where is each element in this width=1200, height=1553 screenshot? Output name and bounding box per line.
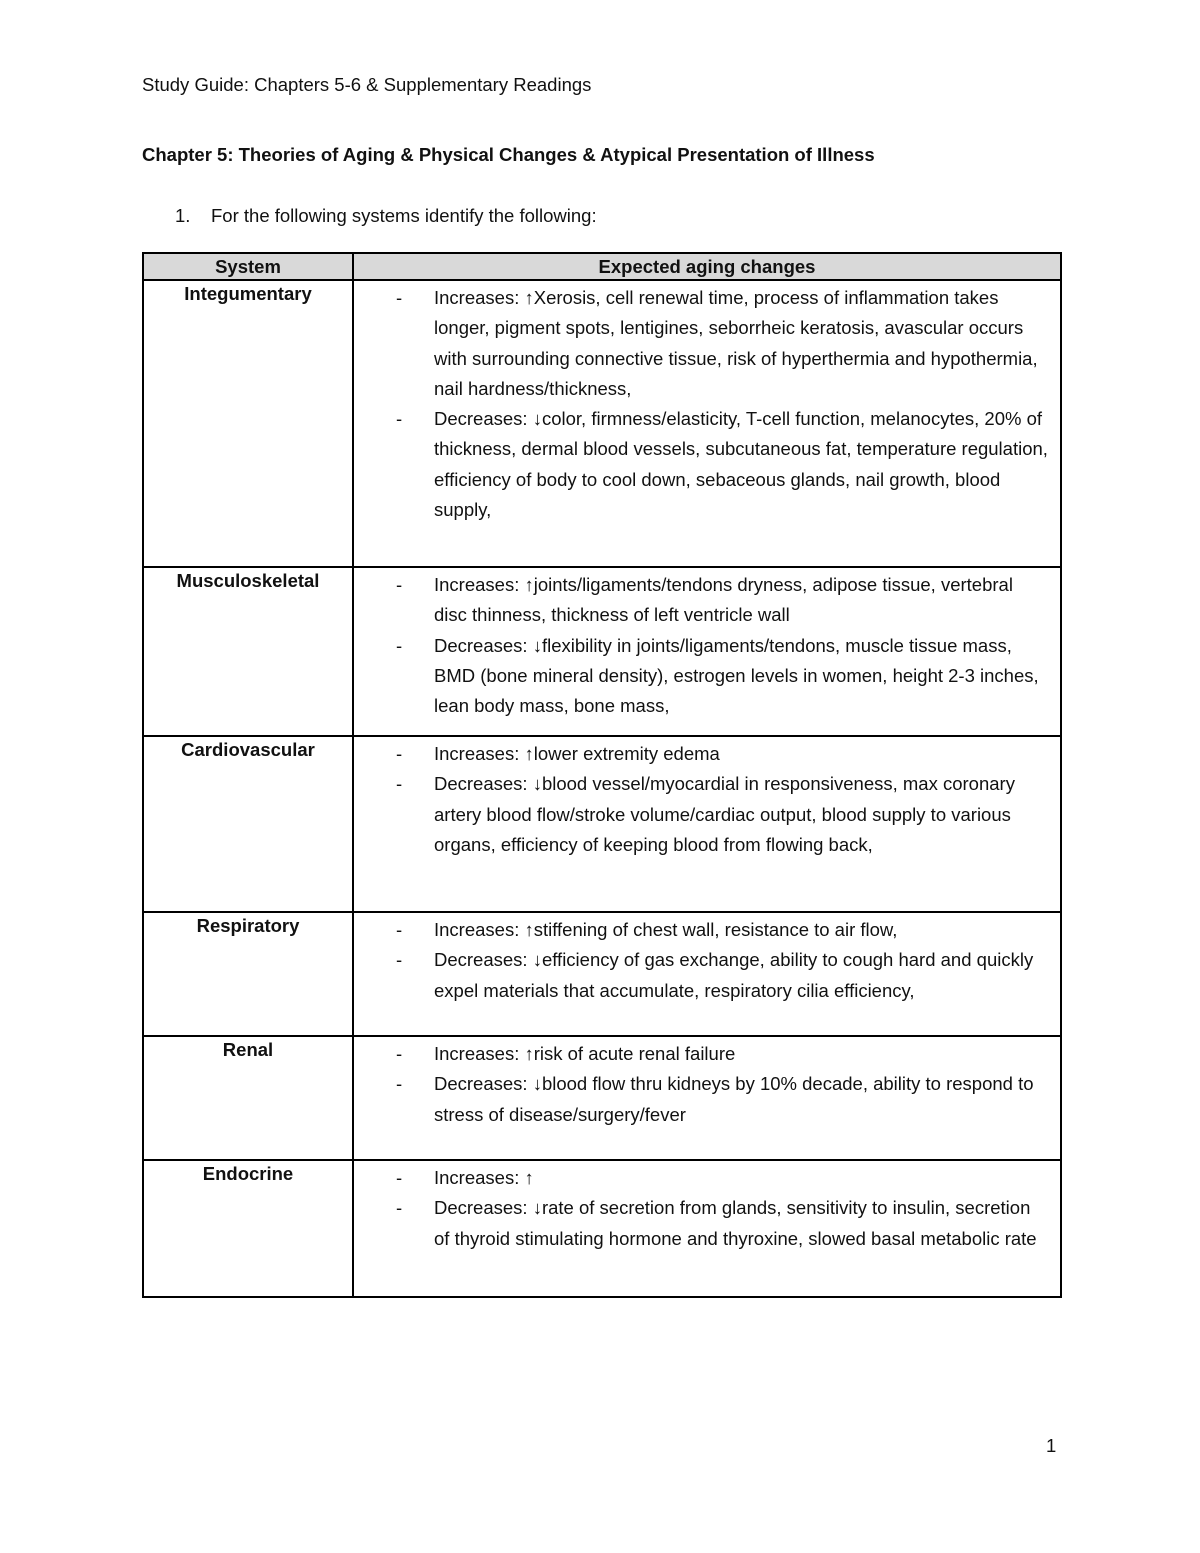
question-item <box>175 205 597 227</box>
increases-item: - Increases: ↑joints/ligaments/tendons dryness, adipose tissue, vertebral disc thinness, thickness of left ventricle wall <box>396 570 1048 631</box>
increases-item: - Increases: ↑Xerosis, cell renewal time, process of inflammation takes longer, pigment spots, lentigines, seborrheic keratosis, avascular occurs with surrounding connective tissue, risk of hyperthermia and hypothermia, nail hardness/thickness, <box>396 283 1048 404</box>
system-name: Renal <box>143 1036 353 1160</box>
increases-item: - Increases: ↑risk of acute renal failure <box>396 1039 1048 1069</box>
table-row <box>143 1160 1061 1297</box>
increases-item: - Increases: ↑stiffening of chest wall, resistance to air flow, <box>396 915 1048 945</box>
changes-cell <box>353 736 1061 912</box>
decreases-item: - Decreases: ↓flexibility in joints/ligaments/tendons, muscle tissue mass, BMD (bone mineral density), estrogen levels in women, height 2-3 inches, lean body mass, bone mass, <box>396 631 1048 722</box>
decreases-item: - Decreases: ↓blood vessel/myocardial in responsiveness, max coronary artery blood flow/stroke volume/cardiac output, blood supply to various organs, efficiency of keeping blood from flowing back, <box>396 769 1048 860</box>
table-row <box>143 280 1061 567</box>
system-name: Integumentary <box>143 280 353 567</box>
chapter-title: Chapter 5: Theories of Aging & Physical Changes & Atypical Presentation of Illness <box>142 144 875 165</box>
decreases-item: - Decreases: ↓blood flow thru kidneys by 10% decade, ability to respond to stress of disease/surgery/fever <box>396 1069 1048 1130</box>
header-system: System <box>143 253 353 280</box>
table-row <box>143 736 1061 912</box>
header-expected-changes: Expected aging changes <box>353 253 1061 280</box>
changes-cell <box>353 1160 1061 1297</box>
page-number: 1 <box>1046 1435 1057 1456</box>
increases-item: - Increases: ↑ <box>396 1163 1048 1193</box>
table-row <box>143 1036 1061 1160</box>
table-header-row <box>143 253 1061 280</box>
question-text: For the following systems identify the following: <box>211 205 597 226</box>
changes-cell <box>353 280 1061 567</box>
question-number: 1. <box>175 205 191 226</box>
system-name: Cardiovascular <box>143 736 353 912</box>
system-name: Endocrine <box>143 1160 353 1297</box>
table-row <box>143 567 1061 736</box>
changes-cell <box>353 567 1061 736</box>
aging-changes-table <box>142 252 1062 1298</box>
decreases-item: - Decreases: ↓efficiency of gas exchange, ability to cough hard and quickly expel materials that accumulate, respiratory cilia efficiency, <box>396 945 1048 1006</box>
increases-item: - Increases: ↑lower extremity edema <box>396 739 1048 769</box>
changes-cell <box>353 1036 1061 1160</box>
decreases-item: - Decreases: ↓rate of secretion from glands, sensitivity to insulin, secretion of thyroid stimulating hormone and thyroxine, slowed basal metabolic rate <box>396 1193 1048 1254</box>
system-name: Musculoskeletal <box>143 567 353 736</box>
decreases-item: - Decreases: ↓color, firmness/elasticity, T-cell function, melanocytes, 20% of thickness, dermal blood vessels, subcutaneous fat, temperature regulation, efficiency of body to cool down, sebaceous glands, nail growth, blood supply, <box>396 404 1048 525</box>
table-row <box>143 912 1061 1036</box>
changes-cell <box>353 912 1061 1036</box>
system-name: Respiratory <box>143 912 353 1036</box>
document-header: Study Guide: Chapters 5-6 & Supplementary Readings <box>142 74 592 95</box>
